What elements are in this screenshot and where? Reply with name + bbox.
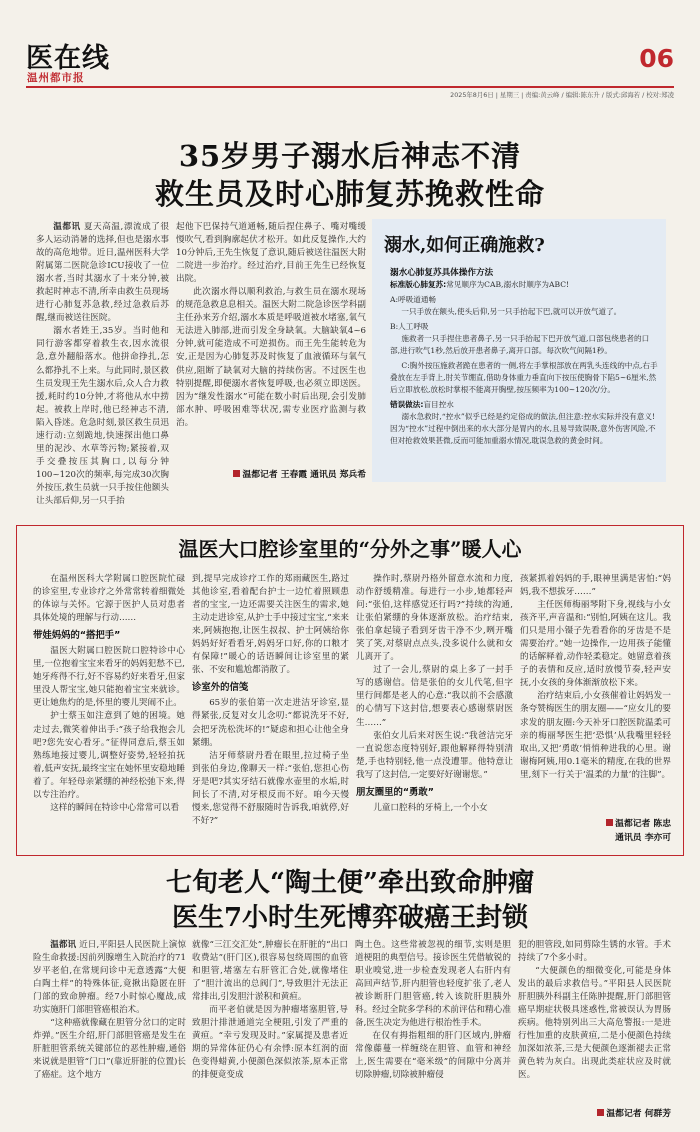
byline	[518, 1106, 671, 1119]
step-a-title: A:呼吸道通畅	[390, 295, 437, 304]
step-c-text: C:胸外按压施救者跪在患者的一侧,将左手掌根部放在两乳头连线的中点,右手叠放在左手背上,肘关节绷直,借助身体重力垂直向下按压使胸骨下陷5~6厘米,然后立即放松,放松时掌根不能离开胸壁,按压频率为100~120次/分。	[390, 361, 658, 394]
article2-col3	[356, 573, 513, 847]
article2-col4	[520, 573, 671, 813]
paragraph: 溺水者姓王,35岁。当时他和同行游客都穿着救生衣,因水流很急,意外翻船落水。他拼命挣扎,怎么都挣扎不上来。与此同时,景区救生员发现王先生溺水后,众人合力救援,耗时约10分钟,才将他从水中捞起。被救上岸时,他已经神志不清,陷入昏迷。危急时刻,景区救生员迅速行动:立刻跪地,快速探出他口鼻里的泥沙、水草等污物;紧接着,双手交叠按压其胸口,以每分钟100~120次的频率,每完成30次胸外按压,救生员就一只手按住他额头让头部后仰,另一只手抬	[36, 326, 169, 506]
paragraph: 而平老伯就是因为肿瘤堵塞胆管,导致胆汁排泄通道完全梗阻,引发了严重的黄疸。“幸亏发现及时。”家属提及患者近期的异常体征仍心有余悸:原本红润的面色变得蜡黄,小便颜色深似浓茶,原本正常的排便竟变成	[192, 1005, 348, 1081]
paragraph: 孩紧抓着妈妈的手,眼神里满是害怕:“妈妈,我不想拔牙……”	[520, 574, 671, 598]
paragraph: 过了一会儿,蔡尉的桌上多了一封手写的感谢信。信是张伯的女儿代笔,但字里行间都是老人的心意:“我以前不会感激的心情写下这封信,想要表心感谢蔡尉医生……”	[356, 665, 513, 728]
paragraph: 温医大附属口腔医院口腔特诊中心里,一位抱着宝宝来看牙的妈妈犯愁不已,她牙疼得不行,好不容易约好来看牙,但家里没人帮宝宝,她只能抱着宝宝来就诊。更让她焦灼的是,怀里的婴儿哭闹不止。	[33, 646, 185, 709]
byline-text: 温都记者 王春霞 通讯员 郑兵希	[242, 470, 366, 480]
paragraph: 在仅有拇指粗细的肝门区域内,肿瘤常像藤蔓一样缠绕在胆管、血管和神经上,医生需要在“毫米级”的间隙中分离并切除肿瘤,切除被肿瘤侵	[355, 1031, 511, 1081]
paragraph: 张伯女儿后来对医生说:“我爸洁完牙一直说您态度特别好,跟他解释得特别清楚,手也特别轻,他一点没遭罪。他特意让我写了这封信,一定要好好谢谢您。”	[356, 730, 513, 780]
byline	[176, 467, 366, 480]
paragraph: 主任医师梅丽琴附下身,视线与小女孩齐平,声音温和:“别怕,阿姨在这儿。我们只是用小镊子先看看你的牙齿是不是需要治疗。”她一边操作,一边用孩子能懂的话解释着,动作轻柔稳定。她留意着孩子的表情和反应,适时放慢节奏,轻声安抚,小女孩的身体渐渐放松下来。	[520, 600, 671, 689]
headline-line1: 七旬老人“陶土便”牵出致命肿瘤	[166, 868, 534, 898]
mistake-text: 盲目控水	[423, 400, 454, 409]
paragraph: “大便颜色的细微变化,可能是身体发出的最后求救信号。”平阳县人民医院肝胆胰外科副主任陈肿提醒,肝门部胆管癌早期症状极具迷惑性,常被误认为胃肠疾病。他特别列出三大高危警报:一是进行性加重的皮肤黄疸,二是小便颜色持续加深如浓茶,三是大便颜色逐渐褪去正常黄色转为灰白。出现此类症状应及时就医。	[518, 966, 671, 1081]
step-b-title: B:人工呼吸	[390, 322, 429, 331]
sidebar-standard	[390, 279, 658, 291]
paragraph: 65岁的张伯第一次走进洁牙诊室,显得紧张,反复对女儿念叨:“都说洗牙不好,会把牙洗松洗坏的!”疑虑和担心让他全身紧绷。	[192, 698, 349, 748]
article3-col4	[518, 939, 671, 1101]
paragraph: 这样的瞬间在特诊中心常常可以看	[50, 802, 180, 813]
article1-col1	[36, 221, 170, 506]
lead-tag: 温都讯	[50, 940, 77, 950]
article2-col2	[192, 573, 349, 847]
page-number: 06	[639, 44, 674, 73]
subhead: 带娃妈妈的“搭把手”	[33, 630, 121, 642]
paragraph: 近日,平阳县人民医院上演惊险生命救援:因前列腺增生入院治疗的71岁平老伯,在常规问诊中无意透露“大便白陶土样”的特殊体征,竟揪出隐匿在肝门部的致命肿瘤。经7小时惊心魔战,成功实施肝门部胆管癌根治术。	[33, 940, 187, 1016]
paragraph: 儿童口腔科的牙椅上,一个小女	[373, 802, 488, 813]
mistake-detail: 溺水急救时,“控水”似乎已经是约定俗成的做法,但注意:控水实际并没有意义!因为“控水”过程中倒出来的水大部分是胃内的水,且易导致误吸,意外伤害风险,不但对抢救效果甚微,反而可能加重溺水情况,耽误急救的黄金时间。	[390, 412, 656, 445]
headline-line2: 医生7小时生死博弈破癌王封锁	[171, 903, 529, 933]
byline-marker-icon	[233, 470, 240, 477]
mistake-label: 错误做法:	[390, 400, 424, 409]
sidebar-title: 溺水,如何正确施救?	[384, 235, 545, 256]
section-title: 医在线	[26, 43, 110, 74]
paragraph: 护士蔡玉如注意到了她的困境。她走过去,微笑着伸出手:“孩子给我抱会儿吧?您先安心看牙。”征得同意后,蔡玉如熟练地接过婴儿,调整好姿势,轻轻拍抚着,低声安抚,最终宝宝在她怀里安稳地睡着了。年轻母亲紧绷的神经松弛下来,得以专注治疗。	[33, 711, 185, 800]
paper-name: 温州都市报	[27, 72, 85, 84]
byline-text: 温都记者 陈忠	[615, 819, 671, 829]
byline-marker-icon	[597, 1109, 604, 1116]
step-b-text: 施救者一只手捏住患者鼻子,另一只手抬起下巴开放气道,口部包绕患者的口部,进行吹气1秒,然后放开患者鼻子,离开口部。每次吹气间隔1秒。	[390, 334, 650, 355]
paragraph: 洁牙师蔡尉丹看在眼里,拉过椅子坐到张伯身边,像聊天一样:“张伯,您担心伤牙是吧?其实牙结石就像水壶里的水垢,时间长了不清,对牙根反而不好。咱今天慢慢来,您觉得不舒服随时告诉我,咱就停,好不好?”	[192, 750, 349, 826]
paragraph: 治疗结束后,小女孩催着让妈妈发一条夸赞梅医生的朋友圈——“应女儿的要求发的朋友圈:今天补牙口腔医院温柔可亲的梅丽琴医生把‘恐惧’从我嘴里轻轻取出,又把‘勇敢’悄悄种进我的心里。谢谢梅阿姨,用0.1毫米的精度,在我的世界里,刻下一行关于‘温柔的力量’的注脚”。	[520, 691, 671, 780]
article1-col2	[176, 221, 366, 468]
byline-second: 通讯员 李亦可	[615, 833, 671, 843]
paragraph: 在温州医科大学附属口腔医院忙碌的诊室里,专业诊疗之外常常转着细微处的体谅与关怀。它源于医护人员对患者具体处境的理解与行动……	[33, 574, 185, 624]
article3-col2	[192, 939, 348, 1127]
header-rule-red	[26, 86, 674, 88]
subhead: 诊室外的信笺	[192, 682, 249, 694]
sidebar-box	[372, 219, 666, 482]
headline-line2: 救生员及时心肺复苏挽救性命	[154, 177, 545, 211]
subhead: 朋友圈里的“勇敢”	[356, 786, 434, 798]
sidebar-body	[390, 267, 658, 447]
sidebar-subhead: 溺水心肺复苏具体操作方法	[390, 268, 494, 278]
lead-tag: 温都讯	[53, 222, 81, 232]
article3-col1	[33, 939, 186, 1127]
paragraph: “这种癌就像藏在胆管分岔口的定时炸弹。”医生介绍,肝门部胆管癌是发生在肝脏胆管系统关键部位的恶性肿瘤,通俗来说就是胆管“门口”(靠近肝脏的位置)长了癌症。这个地方	[33, 1018, 186, 1081]
headline-line1: 35岁男子溺水后神志不清	[178, 139, 522, 173]
paragraph: 到,提早完成诊疗工作的郑雨藏医生,路过其他诊室,看着配台护士一边忙着照顾患者的宝宝,一边还需要关注医生的需求,她主动走进诊室,从护士手中接过宝宝,“来来来,阿姨抱抱,让医生叔叔、护士阿姨给你妈妈好好看看牙,妈妈牙口好,你的口粮才有保障!”暖心的话语瞬间让诊室里的紧张、不安和尴尬都消散了。	[192, 574, 349, 676]
article2-headline: 温医大口腔诊室里的“分外之事”暖人心	[178, 537, 522, 561]
step-a-text: 一只手放在额头,使头后仰,另一只手抬起下巴,就可以开放气道了。	[401, 307, 622, 316]
standard-text: 常见顺序为CAB,溺水时顺序为ABC!	[446, 280, 570, 289]
standard-label: 标准版心肺复苏:	[390, 280, 447, 289]
sidebar-mistake	[390, 399, 658, 411]
paragraph: 犯的胆管段,如同剪除生锈的水管。手术持续了7个多小时。	[518, 940, 671, 964]
paragraph: 此次溺水得以顺利救治,与救生员在溺水现场的规范急救息息相关。温医大附二院急诊医学科副主任孙来芳介绍,溺水本质是呼吸道被水堵塞,氧气无法进入肺部,进而引发全身缺氧。大脑缺氧4~6分钟,就可能造成不可逆损伤。而王先生能转危为安,正是因为心肺复苏及时恢复了血液循环与氧气供应,阻断了缺氧对大脑的持续伤害。不过医生也特别提醒,即便溺水者恢复呼吸,也必须立即送医。因为“继发性溺水”可能在数小时后出现,会引发肺部水肿、呼吸困难等状况,需专业医疗监测与救治。	[176, 287, 366, 428]
paragraph: 陶土色。这些常被忽视的细节,实则是胆道梗阻的典型信号。接诊医生凭借敏锐的职业嗅觉,进一步检查发现老人右肝内有高回声结节,肝内胆管也轻度扩张了,老人被诊断肝门胆管癌,转入该院肝胆胰外科。经过全院多学科的术前评估和精心准备,医生决定为他进行根治性手术。	[355, 940, 511, 1029]
paragraph: 起他下巴保持气道通畅,随后捏住鼻子、嘴对嘴缓慢吹气,看到胸廓起伏才松开。如此反复操作,大约10分钟后,王先生恢复了意识,随后被送往温医大附二院进一步治疗。经过治疗,目前王先生已经恢复出院。	[176, 222, 366, 285]
byline-text: 温都记者 何群芳	[606, 1109, 671, 1119]
byline-marker-icon	[606, 819, 613, 826]
article2-col1	[33, 573, 185, 847]
paragraph: 就像“三江交汇处”,肿瘤长在肝脏的“出口收费站”(肝门区),很容易包绕周围的血管和胆管,堵塞左右肝管汇合处,就像堵住了“胆汁流出的总阀门”,导致胆汁无法正常排出,引发胆汁淤积和黄疸。	[192, 940, 348, 1003]
byline	[520, 816, 671, 829]
meta-line: 2025年8月6日 | 星期三 | 责编:黄云峰 / 编辑:陈东升 / 版式:邱海若 / 校对:郑凌	[450, 91, 674, 99]
paragraph: 夏天高温,漂流成了很多人运动消暑的选择,但也是溺水事故的高危地带。近日,温州医科大学附属第二医院急诊ICU接收了一位溺水者,当时其溺水了十来分钟,被救起时神志不清,所幸由救生员现场进行心肺复苏急救,经过急救后苏醒,继而被送往医院。	[36, 222, 170, 324]
article3-col3	[355, 939, 511, 1127]
paragraph: 操作时,蔡尉丹格外留意水流和力度,动作舒缓精准。每进行一小步,她都轻声问:“张伯,这样感觉还行吗?”持续的沟通,让张伯紧绷的身体逐渐放松。治疗结束,张伯拿起镜子看到牙齿干净不少,咧开嘴笑了笑,对蔡尉点点头,没多说什么就和女儿离开了。	[356, 574, 513, 663]
masthead	[0, 0, 700, 99]
